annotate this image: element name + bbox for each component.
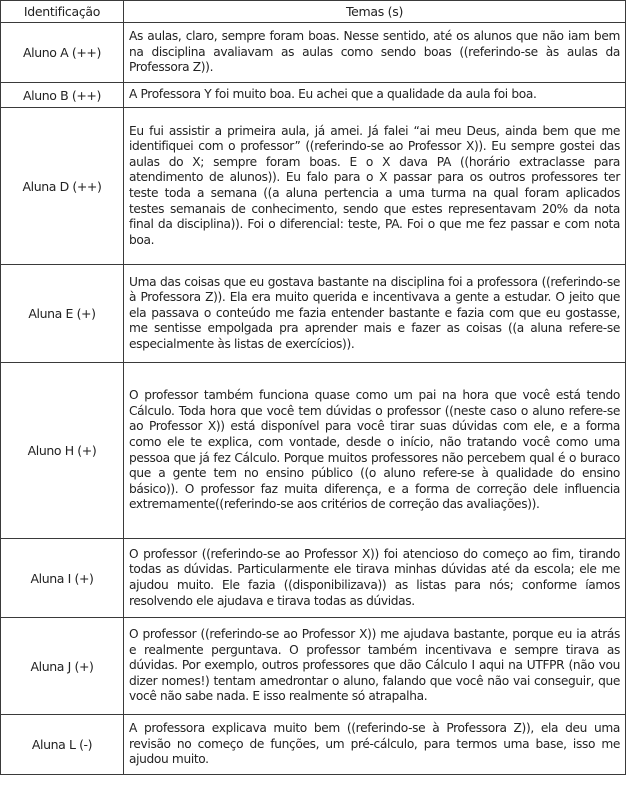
student-id: Aluno A (++) bbox=[1, 23, 124, 83]
themes-header: Temas (s) bbox=[124, 1, 626, 23]
student-quote: As aulas, claro, sempre foram boas. Nesse sentido, até os alunos que não iam bem na disciplina avaliavam as aulas como sendo boas ((referindo-se às aulas da Professora Z)). bbox=[124, 23, 626, 83]
table-row bbox=[1, 715, 626, 775]
student-quote: O professor também funciona quase como um pai na hora que você está tendo Cálculo. Toda hora que você tem dúvidas o professor ((neste caso o aluno refere-se ao Professor X)) está disponível para você tirar suas dúvidas com ele, e a forma como ele te explica, com vontade, desde o início, não tratando você como uma pessoa que já fez Cálculo. Porque muitos professores não percebem qual é o buraco que a gente tem no ensino público ((o aluno refere-se à qualidade do ensino básico)). O professor faz muita diferença, e a forma de correção dele influencia extremamente((referindo-se aos critérios de correção das avaliações)). bbox=[124, 363, 626, 539]
student-quote: A professora explicava muito bem ((referindo-se à Professora Z)), ela deu uma revisão no começo de funções, um pré-cálculo, para termos uma base, isso me ajudou muito. bbox=[124, 715, 626, 775]
student-quote: O professor ((referindo-se ao Professor X)) me ajudava bastante, porque eu ia atrás e realmente perguntava. O professor também incentivava e sempre tirava as dúvidas. Por exemplo, outros professores que dão Cálculo I aqui na UTFPR (não vou dizer nomes!) tentam amedrontar o aluno, falando que você não vai conseguir, que você não sabe nada. E isso realmente só atrapalha. bbox=[124, 618, 626, 715]
student-id: Aluna I (+) bbox=[1, 539, 124, 618]
header-row bbox=[1, 1, 626, 23]
student-id: Aluno H (+) bbox=[1, 363, 124, 539]
student-id: Aluno B (++) bbox=[1, 83, 124, 108]
identification-header: Identificação bbox=[1, 1, 124, 23]
table-row bbox=[1, 363, 626, 539]
table-row bbox=[1, 23, 626, 83]
student-quote: O professor ((referindo-se ao Professor X)) foi atencioso do começo ao fim, tirando todas as dúvidas. Particularmente ele tirava minhas dúvidas até da escola; ele me ajudou muito. Ele fazia ((disponibilizava)) as listas para nós; conforme íamos resolvendo ele ajudava e tirava todas as dúvidas. bbox=[124, 539, 626, 618]
table-row bbox=[1, 108, 626, 265]
student-quote: Uma das coisas que eu gostava bastante na disciplina foi a professora ((referindo-se à Professora Z)). Ela era muito querida e incentivava a gente a estudar. O jeito que ela passava o conteúdo me fazia entender bastante e fazia com que eu gostasse, me sentisse empolgada pra aprender mais e fazer as coisas ((a aluna refere-se especialmente às listas de exercícios)). bbox=[124, 265, 626, 363]
student-id: Aluna D (++) bbox=[1, 108, 124, 265]
student-quote: A Professora Y foi muito boa. Eu achei que a qualidade da aula foi boa. bbox=[124, 83, 626, 108]
table-row bbox=[1, 618, 626, 715]
student-id: Aluna J (+) bbox=[1, 618, 124, 715]
student-id: Aluna E (+) bbox=[1, 265, 124, 363]
table-row bbox=[1, 83, 626, 108]
table-row bbox=[1, 265, 626, 363]
student-id: Aluna L (-) bbox=[1, 715, 124, 775]
table-row bbox=[1, 539, 626, 618]
student-quote: Eu fui assistir a primeira aula, já amei. Já falei “ai meu Deus, ainda bem que me identifiquei com o professor” ((referindo-se ao Professor X)). Eu sempre gostei das aulas do X; sempre foram boas. E o X dava PA ((horário extraclasse para atendimento de alunos)). Eu falo para o X passar para os outros professores ter teste toda a semana ((a aluna pertencia a uma turma na qual foram aplicados testes semanais de conhecimento, sendo que estes representavam 20% da nota final da disciplina)). Foi o diferencial: teste, PA. Foi o que me fez passar e com nota boa. bbox=[124, 108, 626, 265]
